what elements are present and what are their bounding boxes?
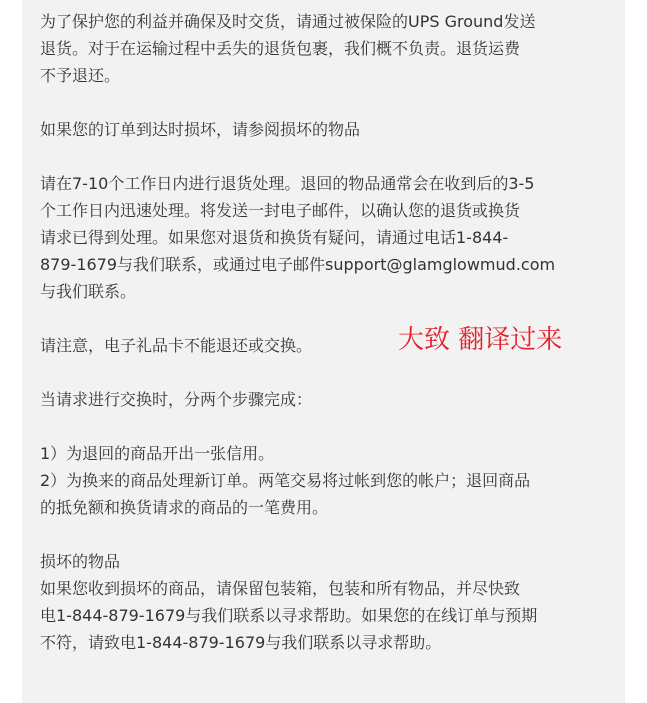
text-line: 电1-844-879-1679与我们联系以寻求帮助。如果您的在线订单与预期	[40, 606, 538, 625]
section-title: 损坏的物品	[40, 552, 121, 571]
damaged-items-section	[40, 548, 610, 656]
gift-card-paragraph: 请注意，电子礼品卡不能退还或交换。	[40, 336, 313, 355]
step-item: 1）为退回的商品开出一张信用。	[40, 444, 275, 463]
document-panel	[22, 0, 625, 703]
text-line: 退货。对于在运输过程中丢失的退货包裹，我们概不负责。退货运费	[40, 39, 521, 58]
red-annotation: 大致 翻译过来	[398, 325, 563, 355]
processing-paragraph	[40, 170, 610, 305]
document-content	[40, 8, 610, 656]
shipping-paragraph	[40, 8, 610, 89]
text-line: 879-1679与我们联系，或通过电子邮件support@glamglowmud.com	[40, 255, 556, 274]
text-line: 当请求进行交换时，分两个步骤完成：	[40, 390, 313, 409]
exchange-intro-paragraph	[40, 386, 610, 413]
text-line: 个工作日内迅速处理。将发送一封电子邮件，以确认您的退货或换货	[40, 201, 521, 220]
damaged-reference-paragraph	[40, 116, 610, 143]
text-line: 与我们联系。	[40, 282, 137, 301]
text-line: 请求已得到处理。如果您对退货和换货有疑问，请通过电话1-844-	[40, 228, 509, 247]
text-line: 如果您的订单到达时损坏，请参阅损坏的物品	[40, 120, 361, 139]
text-line: 如果您收到损坏的商品，请保留包装箱，包装和所有物品，并尽快致	[40, 579, 521, 598]
step-item: 2）为换来的商品处理新订单。两笔交易将过帐到您的帐户；退回商品	[40, 471, 531, 490]
exchange-steps	[40, 440, 610, 521]
text-line: 请在7-10个工作日内进行退货处理。退回的物品通常会在收到后的3-5	[40, 174, 535, 193]
gift-card-row	[40, 325, 610, 359]
text-line: 不予退还。	[40, 66, 121, 85]
step-item: 的抵免额和换货请求的商品的一笔费用。	[40, 498, 329, 517]
text-line: 为了保护您的利益并确保及时交货，请通过被保险的UPS Ground发送	[40, 12, 536, 31]
text-line: 不符，请致电1-844-879-1679与我们联系以寻求帮助。	[40, 633, 442, 652]
